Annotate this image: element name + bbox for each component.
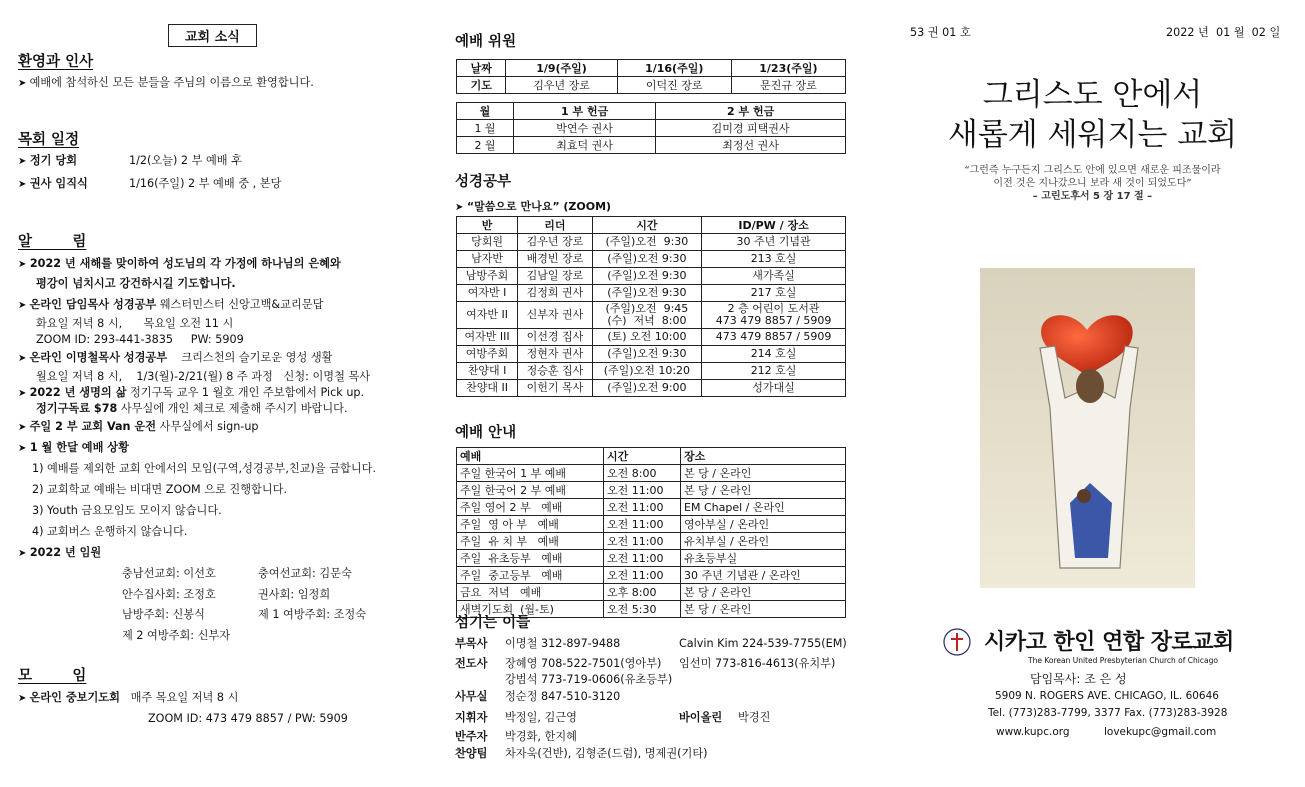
service-cell: 오전 11:00 xyxy=(604,516,681,533)
notice-line xyxy=(18,419,259,436)
notice-line: ➤ 2022 년 임원 xyxy=(18,545,101,562)
service-cell: 금요 저녁 예배 xyxy=(457,584,604,601)
study-subtitle: ➤ “말씀으로 만나요” (ZOOM) xyxy=(455,199,611,216)
staff-name: 강범석 773-719-0606(유초등부) xyxy=(505,673,673,686)
service-cell: 주일 한국어 1 부 예배 xyxy=(457,465,604,482)
table-row xyxy=(457,550,846,567)
service-cell: 주일 영 아 부 예배 xyxy=(457,516,604,533)
notice-text: 사무실에 개인 체크로 제출해 주시기 바랍니다. xyxy=(117,402,348,415)
table-row xyxy=(457,137,846,154)
meeting-zoom: ZOOM ID: 473 479 8857 / PW: 5909 xyxy=(148,712,348,725)
service-cell: 오전 11:00 xyxy=(604,550,681,567)
staff-name: 정순정 847-510-3120 xyxy=(505,690,621,703)
service-cell: 주일 중고등부 예배 xyxy=(457,567,604,584)
service-cell: 영아부실 / 온라인 xyxy=(681,516,846,533)
study-cell: (주일)오전 9:30 xyxy=(592,268,701,285)
figure-head xyxy=(1076,369,1104,403)
officer: 제 2 여방주회: 신부자 xyxy=(122,629,231,642)
news-column xyxy=(18,0,418,787)
notice-bold: 주일 2 부 교회 Van 운전 xyxy=(29,420,157,433)
study-cell: 정승훈 집사 xyxy=(518,363,593,380)
service-header: 시간 xyxy=(604,448,681,465)
staff-heading: 섬기는 이들 xyxy=(455,615,531,631)
staff-name: 박경진 xyxy=(738,711,771,724)
service-cell: 주일 한국어 2 부 예배 xyxy=(457,482,604,499)
notice-line: ➤ 1 월 한달 예배 상황 xyxy=(18,440,129,457)
cover-title-line: 새롭게 세워지는 교회 xyxy=(947,117,1238,153)
service-cell: 30 주년 기념관 / 온라인 xyxy=(681,567,846,584)
notice-text: 크리스천의 슬기로운 영성 생활 xyxy=(167,351,333,364)
cover-title xyxy=(880,75,1305,155)
schedule-value-2: 1/16(주일) 2 부 예배 중 , 본당 xyxy=(129,177,282,190)
offering-header: 1 부 헌금 xyxy=(514,103,656,120)
church-name-en: The Korean United Presbyterian Church of Chicago xyxy=(1028,656,1218,665)
service-cell: 오전 5:30 xyxy=(604,601,681,618)
church-name-kr: 시카고 한인 연합 장로교회 xyxy=(984,630,1234,655)
schedule-label-1: ➤ 정기 당회 xyxy=(18,153,77,170)
study-cell: 212 호실 xyxy=(702,363,846,380)
service-cell: 유치부실 / 온라인 xyxy=(681,533,846,550)
service-cell: 본 당 / 온라인 xyxy=(681,465,846,482)
notice-line xyxy=(36,401,348,418)
study-cell: (주일)오전 9:30 xyxy=(592,346,701,363)
staff-name: Calvin Kim 224-539-7755(EM) xyxy=(679,637,847,650)
schedule-value-1: 1/2(오늘) 2 부 예배 후 xyxy=(129,154,242,167)
service-cell: 오전 11:00 xyxy=(604,482,681,499)
notice-line: 월요일 저녁 8 시, 1/3(월)-2/21(월) 8 주 과정 신청: 이명철 목사 xyxy=(36,370,371,383)
study-cell: 김우년 장로 xyxy=(518,234,593,251)
church-phone: Tel. (773)283-7799, 3377 Fax. (773)283-3928 xyxy=(988,707,1228,719)
table-row xyxy=(457,499,846,516)
study-cell: 성가대실 xyxy=(702,380,846,397)
table-row xyxy=(457,465,846,482)
table-row xyxy=(457,380,846,397)
notice-line: 2) 교회학교 예배는 비대면 ZOOM 으로 진행합니다. xyxy=(32,483,288,496)
table-row xyxy=(457,363,846,380)
staff-name: 장혜영 708-522-7501(영아부) xyxy=(505,657,662,670)
notice-line xyxy=(18,297,323,314)
notice-line: 4) 교회버스 운행하지 않습니다. xyxy=(32,525,188,538)
meeting-heading: 모 임 xyxy=(18,668,87,684)
service-cell: 오전 8:00 xyxy=(604,465,681,482)
notice-bold: 온라인 이명철목사 성경공부 xyxy=(29,351,168,364)
service-cell: 오후 8:00 xyxy=(604,584,681,601)
study-cell: 이헌기 목사 xyxy=(518,380,593,397)
notice-line: ZOOM ID: 293-441-3835 PW: 5909 xyxy=(36,333,244,346)
study-cell: 217 호실 xyxy=(702,285,846,302)
table-row xyxy=(457,346,846,363)
staff-name: 차자욱(건반), 김형준(드럼), 명제권(기타) xyxy=(505,747,708,760)
committee-cell: 문진규 장로 xyxy=(731,77,845,94)
committee-header: 1/9(주일) xyxy=(506,60,617,77)
meeting-bold: 온라인 중보기도회 xyxy=(29,691,120,704)
study-cell: 여방주회 xyxy=(457,346,518,363)
welcome-text: ➤ 예배에 참석하신 모든 분들을 주님의 이름으로 환영합니다. xyxy=(18,75,314,92)
officer: 충여선교회: 김문숙 xyxy=(258,567,352,580)
table-row xyxy=(457,285,846,302)
study-cell: (주일)오전 10:20 xyxy=(592,363,701,380)
service-cell: 본 당 / 온라인 xyxy=(681,482,846,499)
notice-text: 사무실에서 sign-up xyxy=(156,420,259,433)
notice-line: 화요일 저녁 8 시, 목요일 오전 11 시 xyxy=(36,317,234,330)
table-row xyxy=(457,533,846,550)
verse-reference: – 고린도후서 5 장 17 절 – xyxy=(1032,191,1153,202)
study-cell: 김정희 권사 xyxy=(518,285,593,302)
service-cell: 오전 11:00 xyxy=(604,533,681,550)
notice-line: 3) Youth 금요모임도 모이지 않습니다. xyxy=(32,504,222,517)
service-cell: 본 당 / 온라인 xyxy=(681,584,846,601)
worship-committee-heading: 예배 위원 xyxy=(455,34,517,50)
service-cell: 주일 영어 2 부 예배 xyxy=(457,499,604,516)
table-row xyxy=(457,302,846,329)
study-cell: 찬양대 I xyxy=(457,363,518,380)
table-row xyxy=(457,120,846,137)
table-row xyxy=(457,482,846,499)
offering-cell: 1 월 xyxy=(457,120,514,137)
study-cell: (주일)오전 9:45 (수) 저녁 8:00 xyxy=(592,302,701,329)
study-cell: 여자반 III xyxy=(457,329,518,346)
officer: 권사회: 임정희 xyxy=(258,588,331,601)
study-cell: 정현자 권사 xyxy=(518,346,593,363)
church-website[interactable]: www.kupc.org xyxy=(996,726,1070,738)
committee-header: 날짜 xyxy=(457,60,506,77)
study-cell: 473 479 8857 / 5909 xyxy=(702,329,846,346)
notice-bold: 2022 년 생명의 삶 xyxy=(29,386,127,399)
service-cell: 오전 11:00 xyxy=(604,567,681,584)
service-cell: 유초등부실 xyxy=(681,550,846,567)
offering-table xyxy=(456,102,846,154)
study-heading: 성경공부 xyxy=(455,174,512,190)
staff-role: 사무실 xyxy=(455,690,488,703)
study-cell: 214 호실 xyxy=(702,346,846,363)
bible-verse xyxy=(880,164,1305,203)
offering-cell: 최효덕 권사 xyxy=(514,137,656,154)
committee-cell: 기도 xyxy=(457,77,506,94)
study-cell: 여자반 I xyxy=(457,285,518,302)
staff-role: 지휘자 xyxy=(455,711,488,724)
notice-line xyxy=(18,350,332,367)
staff-name: 박경화, 한지혜 xyxy=(505,730,577,743)
notice-line: 평강이 넘치시고 강건하시길 기도합니다. xyxy=(36,277,236,290)
service-heading: 예배 안내 xyxy=(455,425,517,441)
notice-line: 1) 예배를 제외한 교회 안에서의 모임(구역,성경공부,친교)을 금합니다. xyxy=(32,462,377,475)
offering-cell: 최정선 권사 xyxy=(656,137,846,154)
staff-role: 전도사 xyxy=(455,657,488,670)
staff-name: 이명철 312-897-9488 xyxy=(505,637,621,650)
study-header: ID/PW / 장소 xyxy=(702,217,846,234)
offering-cell: 2 월 xyxy=(457,137,514,154)
service-cell: 오전 11:00 xyxy=(604,499,681,516)
committee-table xyxy=(456,59,846,94)
service-cell: 주일 유초등부 예배 xyxy=(457,550,604,567)
table-row xyxy=(457,329,846,346)
news-title: 교회 소식 xyxy=(168,24,257,47)
study-header: 리더 xyxy=(518,217,593,234)
staff-role: 반주자 xyxy=(455,730,488,743)
kneeling-head xyxy=(1077,489,1091,503)
offering-header: 2 부 헌금 xyxy=(656,103,846,120)
offering-cell: 김미경 피택권사 xyxy=(656,120,846,137)
staff-name: 박정일, 김근영 xyxy=(505,711,577,724)
notice-line: ➤ 2022 년 새해를 맞이하여 성도님의 각 가정에 하나님의 은혜와 xyxy=(18,256,341,273)
service-table xyxy=(456,447,846,618)
offering-cell: 박연수 권사 xyxy=(514,120,656,137)
officer: 안수집사회: 조정호 xyxy=(122,588,216,601)
notice-bold: 정기구독료 $78 xyxy=(36,402,118,415)
meeting-text: 매주 목요일 저녁 8 시 xyxy=(119,691,239,704)
service-header: 예배 xyxy=(457,448,604,465)
notice-text: 정기구독 교우 1 월호 개인 주보함에서 Pick up. xyxy=(126,386,365,399)
officer: 남방주회: 신봉식 xyxy=(122,608,205,621)
study-cell: 2 층 어린이 도서관 473 479 8857 / 5909 xyxy=(702,302,846,329)
study-cell: (주일)오전 9:30 xyxy=(592,234,701,251)
study-header: 시간 xyxy=(592,217,701,234)
schedule-heading: 목회 일정 xyxy=(18,132,80,148)
notice-heading: 알 림 xyxy=(18,234,87,250)
table-row xyxy=(457,567,846,584)
verse-line: 이전 것은 지나갔으니 보라 새 것이 되었도다” xyxy=(993,178,1192,189)
study-cell: 김남일 장로 xyxy=(518,268,593,285)
cover-illustration xyxy=(980,268,1195,588)
welcome-heading: 환영과 인사 xyxy=(18,54,94,70)
service-header: 장소 xyxy=(681,448,846,465)
committee-header: 1/16(주일) xyxy=(617,60,731,77)
table-row xyxy=(457,251,846,268)
service-cell: 주일 유 치 부 예배 xyxy=(457,533,604,550)
volume-number: 53 권 01 호 xyxy=(910,26,971,39)
officer: 제 1 여방주회: 조정숙 xyxy=(258,608,367,621)
notice-bold: 온라인 담임목사 성경공부 xyxy=(29,298,157,311)
study-cell: 이선경 집사 xyxy=(518,329,593,346)
study-cell: 신부자 권사 xyxy=(518,302,593,329)
table-row xyxy=(457,584,846,601)
staff-role: 부목사 xyxy=(455,637,488,650)
study-cell: 여자반 II xyxy=(457,302,518,329)
service-column xyxy=(455,0,850,787)
cover-column xyxy=(880,0,1305,787)
study-cell: 찬양대 II xyxy=(457,380,518,397)
committee-cell: 이덕진 장로 xyxy=(617,77,731,94)
table-row xyxy=(457,268,846,285)
schedule-label-2: ➤ 권사 임직식 xyxy=(18,176,88,193)
service-cell: EM Chapel / 온라인 xyxy=(681,499,846,516)
staff-name: 임선미 773-816-4613(유치부) xyxy=(679,657,836,670)
bulletin-date: 2022 년 01 월 02 일 xyxy=(1166,26,1281,39)
offering-header: 월 xyxy=(457,103,514,120)
table-row xyxy=(457,516,846,533)
table-row xyxy=(457,234,846,251)
senior-pastor: 담임목사: 조 은 성 xyxy=(1030,672,1127,686)
notice-text: 웨스터민스터 신앙고백&교리문답 xyxy=(156,298,324,311)
study-cell: 남자반 xyxy=(457,251,518,268)
study-cell: 새가족실 xyxy=(702,268,846,285)
study-cell: (토) 오전 10:00 xyxy=(592,329,701,346)
church-seal-icon xyxy=(943,627,971,657)
committee-cell: 김우년 장로 xyxy=(506,77,617,94)
study-cell: 남방주회 xyxy=(457,268,518,285)
study-cell: 30 주년 기념관 xyxy=(702,234,846,251)
church-address: 5909 N. ROGERS AVE. CHICAGO, IL. 60646 xyxy=(995,690,1219,702)
service-cell: 본 당 / 온라인 xyxy=(681,601,846,618)
officer: 충남선교회: 이선호 xyxy=(122,567,216,580)
study-cell: (주일)오전 9:00 xyxy=(592,380,701,397)
notice-line xyxy=(18,385,364,402)
committee-header: 1/23(주일) xyxy=(731,60,845,77)
study-cell: 당회원 xyxy=(457,234,518,251)
verse-line: “그런즉 누구든지 그리스도 안에 있으면 새로운 피조물이라 xyxy=(964,165,1221,176)
service-cell: 새벽기도회 (월-토) xyxy=(457,601,604,618)
study-table xyxy=(456,216,846,397)
study-cell: 213 호실 xyxy=(702,251,846,268)
staff-role: 바이올린 xyxy=(679,711,723,724)
church-email[interactable]: lovekupc@gmail.com xyxy=(1104,726,1217,738)
meeting-line xyxy=(18,690,238,707)
study-cell: (주일)오전 9:30 xyxy=(592,251,701,268)
study-cell: (주일)오전 9:30 xyxy=(592,285,701,302)
cover-title-line: 그리스도 안에서 xyxy=(982,77,1203,113)
study-header: 반 xyxy=(457,217,518,234)
study-cell: 배경빈 장로 xyxy=(518,251,593,268)
staff-role: 찬양팀 xyxy=(455,747,488,760)
